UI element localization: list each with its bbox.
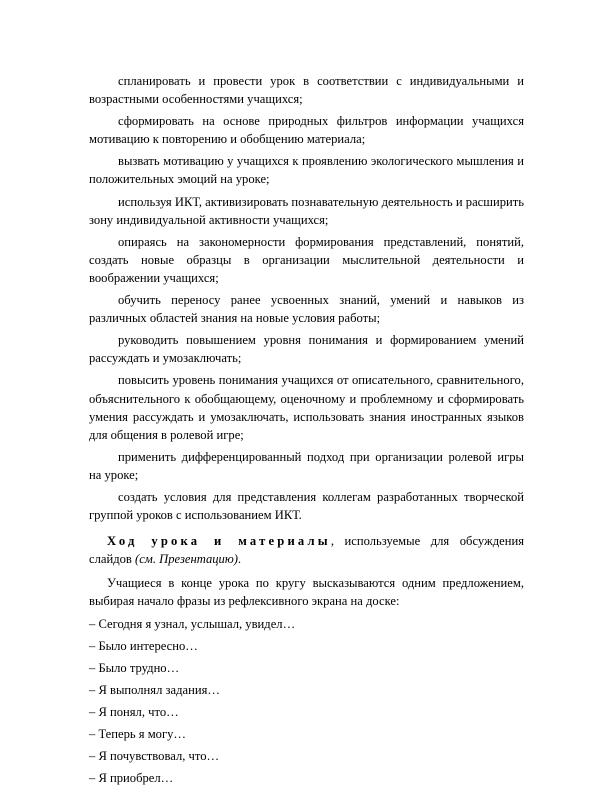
goal-text: используя ИКТ, активизировать познавательную деятельность и расширить зону индивидуальной активности учащихся; — [89, 194, 524, 227]
phrase-list — [89, 615, 524, 788]
phrase-item: – Я приобрел… — [89, 771, 174, 786]
goal-text: вызвать мотивацию у учащихся к проявлению экологического мышления и положительных эмоций на уроке; — [89, 154, 524, 187]
goals-list — [89, 72, 524, 524]
phrase-item: – Было трудно… — [89, 660, 180, 675]
heading-end: . — [237, 552, 242, 567]
document-page — [89, 72, 524, 791]
intro-paragraph: Учащиеся в конце урока по кругу высказываются одним предложением, выбирая начало фразы из рефлексивного экрана на доске: — [89, 576, 524, 609]
goal-item — [89, 371, 524, 443]
goal-item — [89, 193, 524, 229]
goal-item — [89, 233, 524, 287]
goal-text: повысить уровень понимания учащихся от описательного, сравнительного, объяснительного к обобщающему, оценочному и проблемному и сформировать умения рассуждать и умозаключать, использовать знания иностранных языков для общения в ролевой игре; — [89, 373, 524, 442]
goal-item — [89, 112, 524, 148]
goal-text: опираясь на закономерности формирования представлений, понятий, создать новые образцы в организации мыслительной деятельности и воображении учащихся; — [89, 234, 524, 285]
phrase-item: – Я понял, что… — [89, 704, 179, 719]
goal-item — [89, 291, 524, 327]
goal-text: обучить переносу ранее усвоенных знаний, умений и навыков из различных областей знания на новые условия работы; — [89, 293, 524, 326]
goal-text: применить дифференцированный подход при организации ролевой игры на уроке; — [89, 449, 524, 482]
phrase-item: – Я выполнял задания… — [89, 682, 220, 697]
goal-text: руководить повышением уровня понимания и формированием умений рассуждать и умозаключать; — [89, 333, 524, 366]
goal-text: сформировать на основе природных фильтров информации учащихся мотивацию к повторению и обобщению материала; — [89, 114, 524, 147]
section-heading — [89, 532, 524, 568]
heading-rest-text: , используемые для обсуждения слайдов — [89, 534, 524, 567]
goal-item — [89, 488, 524, 524]
heading-italic-note: (см. Презентацию) — [135, 552, 238, 567]
goal-text: создать условия для представления коллегам разработанных творческой группой уроков с использованием ИКТ. — [89, 489, 524, 523]
phrase-item: – Я почувствовал, что… — [89, 749, 220, 764]
goal-item — [89, 152, 524, 188]
goal-item — [89, 72, 524, 108]
goal-item — [89, 331, 524, 367]
phrase-item: – Теперь я могу… — [89, 727, 187, 741]
goal-text: спланировать и провести урок в соответствии с индивидуальными и возрастными особенностями учащихся; — [89, 74, 524, 107]
heading-spaced-text: Ход урока и материалы — [107, 534, 331, 549]
phrase-item: – Было интересно… — [89, 638, 198, 653]
goal-item — [89, 448, 524, 484]
phrase-item: – Сегодня я узнал, услышал, увидел… — [89, 616, 296, 631]
